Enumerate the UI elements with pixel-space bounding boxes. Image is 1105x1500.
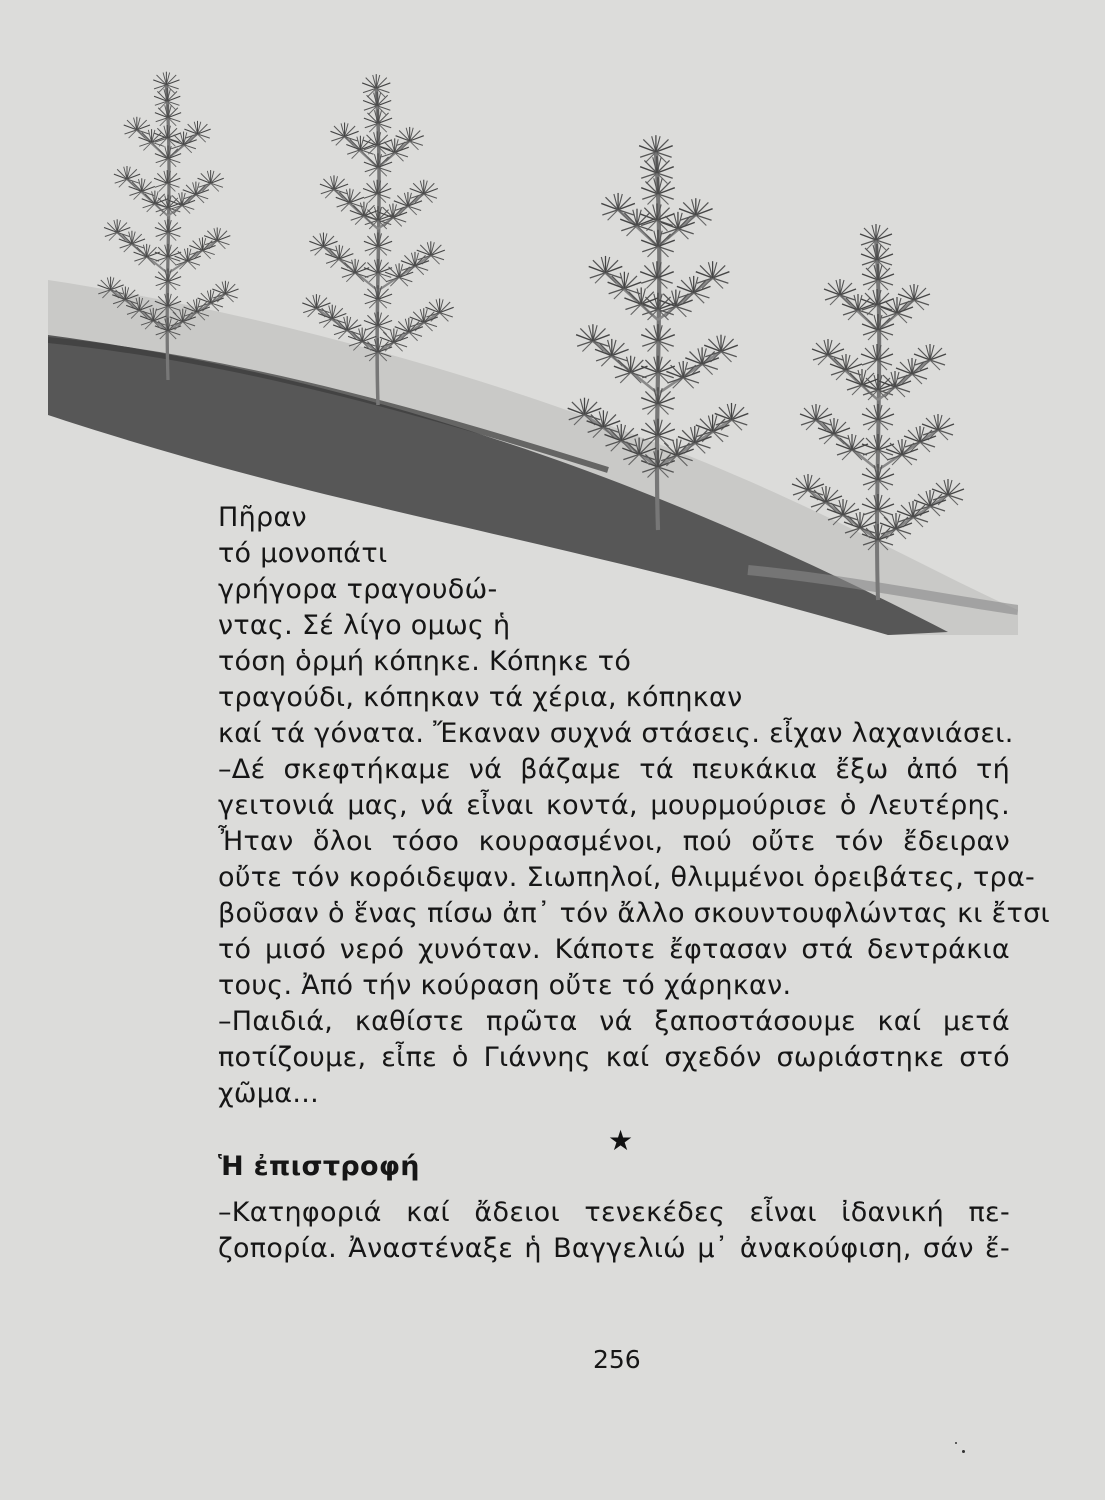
page-number: 256 (593, 1345, 641, 1374)
text-line: Ἦταν ὅλοι τόσο κουρασμένοι, πού οὔτε τόν ἔδειραν (218, 826, 1010, 857)
text-line: γειτονιά μας, νά εἶναι κοντά, μουρμούρισε ὁ Λευτέρης. (218, 790, 1010, 821)
section-divider-star: ★ (608, 1124, 634, 1157)
dust-speck (955, 1442, 957, 1444)
text-line: καί τά γόνατα. Ἔκαναν συχνά στάσεις. εἶχαν λαχανιάσει. (218, 718, 1014, 749)
text-line: τραγούδι, κόπηκαν τά χέρια, κόπηκαν (218, 682, 743, 713)
text-line: –Δέ σκεφτήκαμε νά βάζαμε τά πευκάκια ἔξω ἀπό τή (218, 754, 1010, 785)
pine-saplings-illustration (48, 10, 1018, 635)
text-line: ζοπορία. Ἀναστέναξε ἡ Βαγγελιώ μ᾽ ἀνακούφιση, σάν ἔ- (218, 1233, 1010, 1264)
text-line: –Παιδιά, καθίστε πρῶτα νά ξαποστάσουμε καί μετά (218, 1006, 1010, 1037)
dust-speck (962, 1450, 965, 1453)
text-line: χῶμα... (218, 1078, 320, 1109)
text-line: τους. Ἀπό τήν κούραση οὔτε τό χάρηκαν. (218, 970, 792, 1001)
text-line: τό μισό νερό χυνόταν. Κάποτε ἔφτασαν στά δεντράκια (218, 934, 1010, 965)
text-line: οὔτε τόν κορόιδεψαν. Σιωπηλοί, θλιμμένοι ὀρειβάτες, τρα- (218, 862, 1036, 893)
text-line: ντας. Σέ λίγο ομως ἡ (218, 610, 511, 641)
section-heading: Ἡ ἐπιστροφή (218, 1151, 420, 1182)
text-line: Πῆραν (218, 502, 307, 533)
text-line: βοῦσαν ὁ ἕνας πίσω ἀπ᾽ τόν ἄλλο σκουντουφλώντας κι ἔτσι (218, 898, 1050, 929)
text-line: γρήγορα τραγουδώ- (218, 574, 498, 605)
text-line: τό μονοπάτι (218, 538, 388, 569)
text-line: τόση ὁρμή κόπηκε. Κόπηκε τό (218, 646, 632, 677)
text-line: –Κατηφοριά καί ἄδειοι τενεκέδες εἶναι ἰδανική πε- (218, 1197, 1010, 1228)
text-line: ποτίζουμε, εἶπε ὁ Γιάννης καί σχεδόν σωριάστηκε στό (218, 1042, 1010, 1073)
